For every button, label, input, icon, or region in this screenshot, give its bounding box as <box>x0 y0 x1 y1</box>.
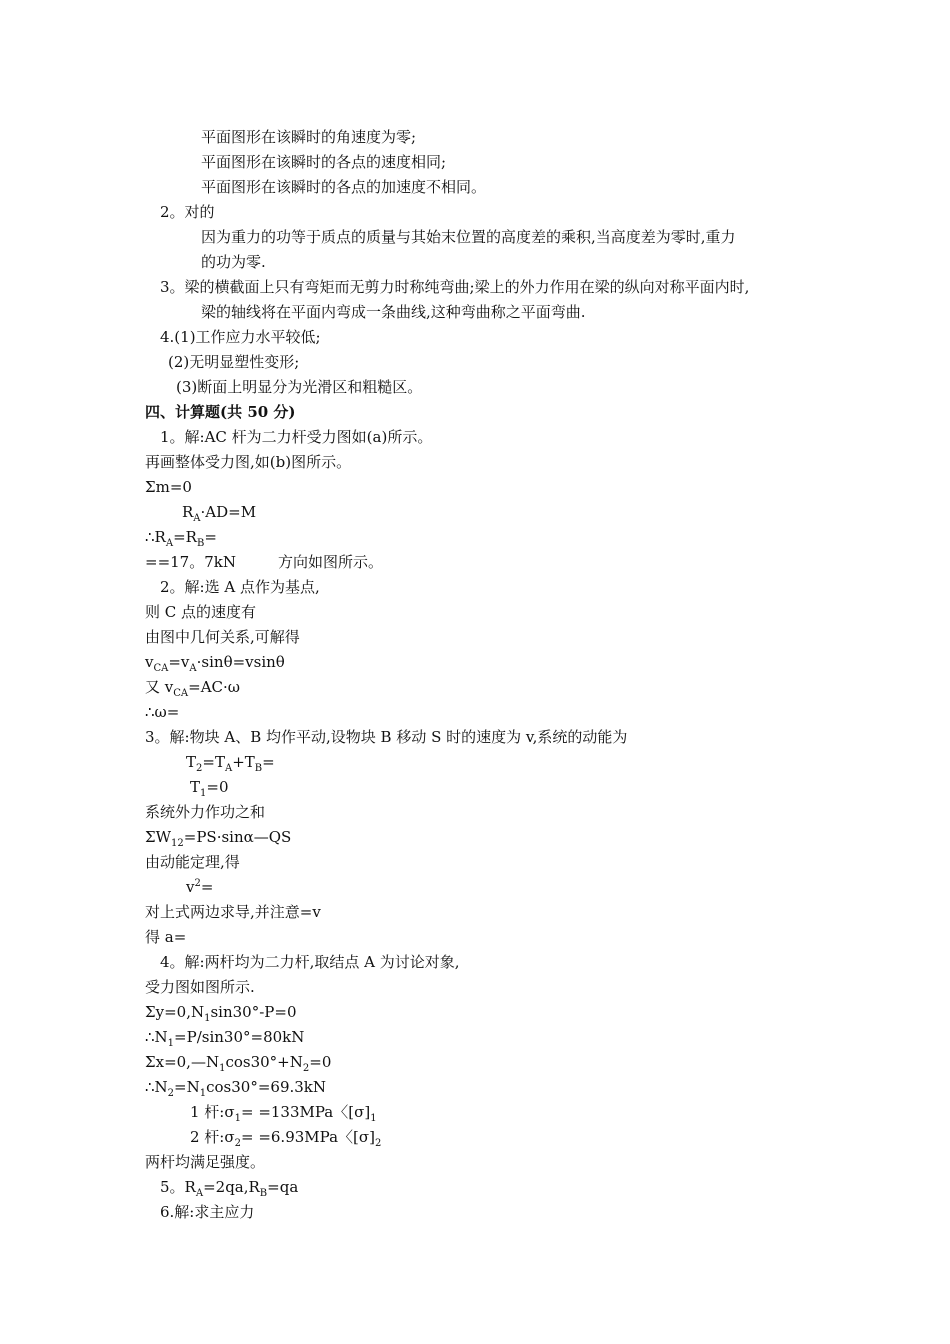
formula-line: $v_{CA}=v_A\cdot\sin\theta=vsin\theta$ <box>145 653 285 674</box>
formula-line: $\Sigma y=0,N_1\sin 30^\circ-P=0$ <box>145 1003 297 1024</box>
text-line: 对上式两边求导,并注意=v <box>145 903 321 921</box>
text-line: 6.解:求主应力 <box>160 1203 255 1221</box>
section-heading: 四、计算题(共 50 分) <box>145 403 296 421</box>
formula-line: ==17。7kN 方向如图所示。 <box>145 553 383 571</box>
text-line: 由图中几何关系,可解得 <box>145 628 300 646</box>
formula-line: $v^2=$ <box>186 878 214 896</box>
formula-line: $T_2=T_A+T_B=$ <box>186 753 275 774</box>
formula-line: 得 a= <box>145 928 187 946</box>
formula-line: $T_1=0$ <box>190 778 229 799</box>
formula-line: $\therefore N_1=P/\sin 30^\circ=80kN$ <box>145 1028 305 1049</box>
text-line: 4。解:两杆均为二力杆,取结点 A 为讨论对象, <box>160 953 460 971</box>
formula-line: $R_A\cdot AD=M$ <box>182 503 257 524</box>
text-line: 2。对的 <box>160 203 215 221</box>
text-line: 4.(1)工作应力水平较低; <box>160 328 321 346</box>
text-line: 的功为零. <box>201 253 266 271</box>
text-line: 由动能定理,得 <box>145 853 240 871</box>
text-line: (2)无明显塑性变形; <box>168 353 300 371</box>
formula-line: Σm=0 <box>145 478 192 496</box>
formula-line: 5。$R_A=2qa,R_B=qa$ <box>160 1178 299 1199</box>
text-line: 平面图形在该瞬时的各点的速度相同; <box>201 153 447 171</box>
formula-line: ∴ω= <box>145 703 180 721</box>
text-line: 3。解:物块 A、B 均作平动,设物块 B 移动 S 时的速度为 v,系统的动能为 <box>145 728 628 746</box>
text-line: 因为重力的功等于质点的质量与其始末位置的高度差的乘积,当高度差为零时,重力 <box>201 228 736 246</box>
text-line: 则 C 点的速度有 <box>145 603 257 621</box>
text-line: 再画整体受力图,如(b)图所示。 <box>145 453 352 471</box>
formula-line: 1 杆$:\sigma_1= =133MPa$〈$[\sigma]_1$ <box>190 1103 377 1124</box>
text-line: 受力图如图所示. <box>145 978 255 996</box>
text-line: 平面图形在该瞬时的各点的加速度不相同。 <box>201 178 487 196</box>
text-line: 3。梁的横截面上只有弯矩而无剪力时称纯弯曲;梁上的外力作用在梁的纵向对称平面内时, <box>160 278 750 296</box>
formula-line: $\Sigma W_{12}=PS\cdot\sin\alpha—QS$ <box>145 828 292 849</box>
text-line: 2。解:选 A 点作为基点, <box>160 578 320 596</box>
text-line: 系统外力作功之和 <box>145 803 266 821</box>
text-line: 平面图形在该瞬时的角速度为零; <box>201 128 417 146</box>
text-line: 1。解:AC 杆为二力杆受力图如(a)所示。 <box>160 428 433 446</box>
formula-line: 又 $v_{CA}=AC\cdot\omega$ <box>145 678 241 699</box>
text-line: (3)断面上明显分为光滑区和粗糙区。 <box>176 378 423 396</box>
text-line: 两杆均满足强度。 <box>145 1153 266 1171</box>
formula-line: $\therefore N_2=N_1\cos 30^\circ=69.3kN$ <box>145 1078 327 1099</box>
formula-line: $\therefore R_A=R_B=$ <box>145 528 217 549</box>
formula-line: 2 杆$:\sigma_2= =6.93MPa$〈$[\sigma]_2$ <box>190 1128 382 1149</box>
formula-line: $\Sigma x=0,—N_1\cos 30^\circ+N_2=0$ <box>145 1053 332 1074</box>
text-line: 梁的轴线将在平面内弯成一条曲线,这种弯曲称之平面弯曲. <box>201 303 586 321</box>
